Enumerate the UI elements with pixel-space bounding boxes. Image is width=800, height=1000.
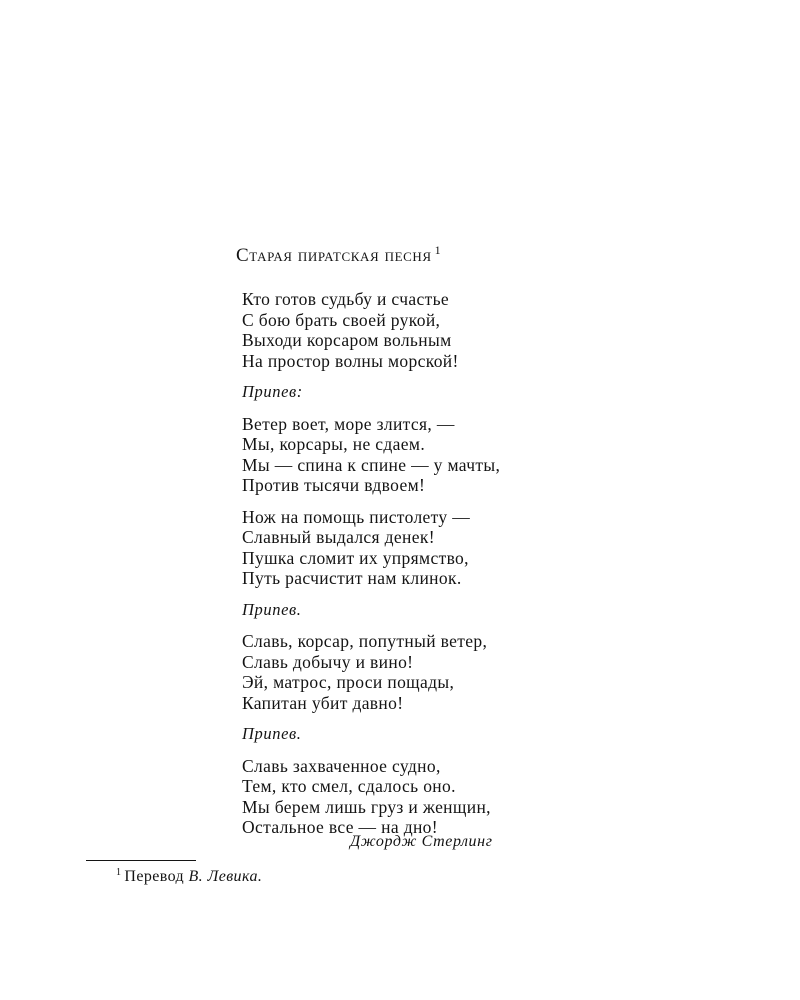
verse-line: Мы берем лишь груз и женщин,: [242, 796, 491, 817]
verse-line: Остальное все — на дно!: [242, 817, 438, 837]
footnote-divider: [86, 860, 196, 861]
verse-line: Славный выдался денек!: [242, 527, 435, 547]
footnote-translator: В. Левика.: [188, 868, 263, 885]
verse-line: Капитан убит давно!: [242, 692, 404, 713]
footnote-text: Перевод: [124, 868, 189, 885]
verse-line: Славь захваченное судно,: [242, 755, 441, 776]
stanza: [242, 289, 642, 371]
verse-line: Пушка сломит их упрямство,: [242, 547, 469, 568]
refrain-label: Припев.: [242, 724, 302, 743]
stanza: [242, 756, 642, 838]
verse-line: Славь, корсар, попутный ветер,: [242, 631, 488, 651]
verse-line: Эй, матрос, проси пощады,: [242, 672, 455, 692]
verse-line: Мы, корсары, не сдаем.: [242, 434, 426, 454]
verse-line: Кто готов судьбу и счастье: [242, 289, 450, 309]
stanza: [242, 507, 642, 589]
verse-line: Путь расчистит нам клинок.: [242, 568, 462, 588]
verse-line: Славь добычу и вино!: [242, 651, 414, 672]
verse-line: На простор волны морской!: [242, 350, 459, 371]
refrain-label: Припев.: [242, 599, 302, 619]
verse-line: С бою брать своей рукой,: [242, 309, 441, 330]
verse-line: Нож на помощь пистолету —: [242, 506, 471, 527]
poem-author: Джордж Стерлинг: [350, 833, 493, 850]
verse-line: Мы — спина к спине — у мачты,: [242, 454, 501, 475]
poem-title: [236, 243, 441, 267]
footnote-reference: 1: [434, 243, 441, 257]
poem-body: [242, 289, 642, 849]
verse-line: Тем, кто смел, сдалось оно.: [242, 776, 456, 796]
poem-title-text: Старая пиратская песня: [236, 245, 432, 266]
verse-line: Ветер воет, море злится, —: [242, 413, 455, 434]
footnote-mark: 1: [116, 867, 122, 878]
verse-line: Выходи корсаром вольным: [242, 330, 452, 350]
stanza: [242, 631, 642, 713]
stanza: [242, 414, 642, 496]
footnote: [116, 867, 262, 886]
verse-line: Против тысячи вдвоем!: [242, 475, 426, 495]
refrain-label: Припев:: [242, 382, 303, 401]
